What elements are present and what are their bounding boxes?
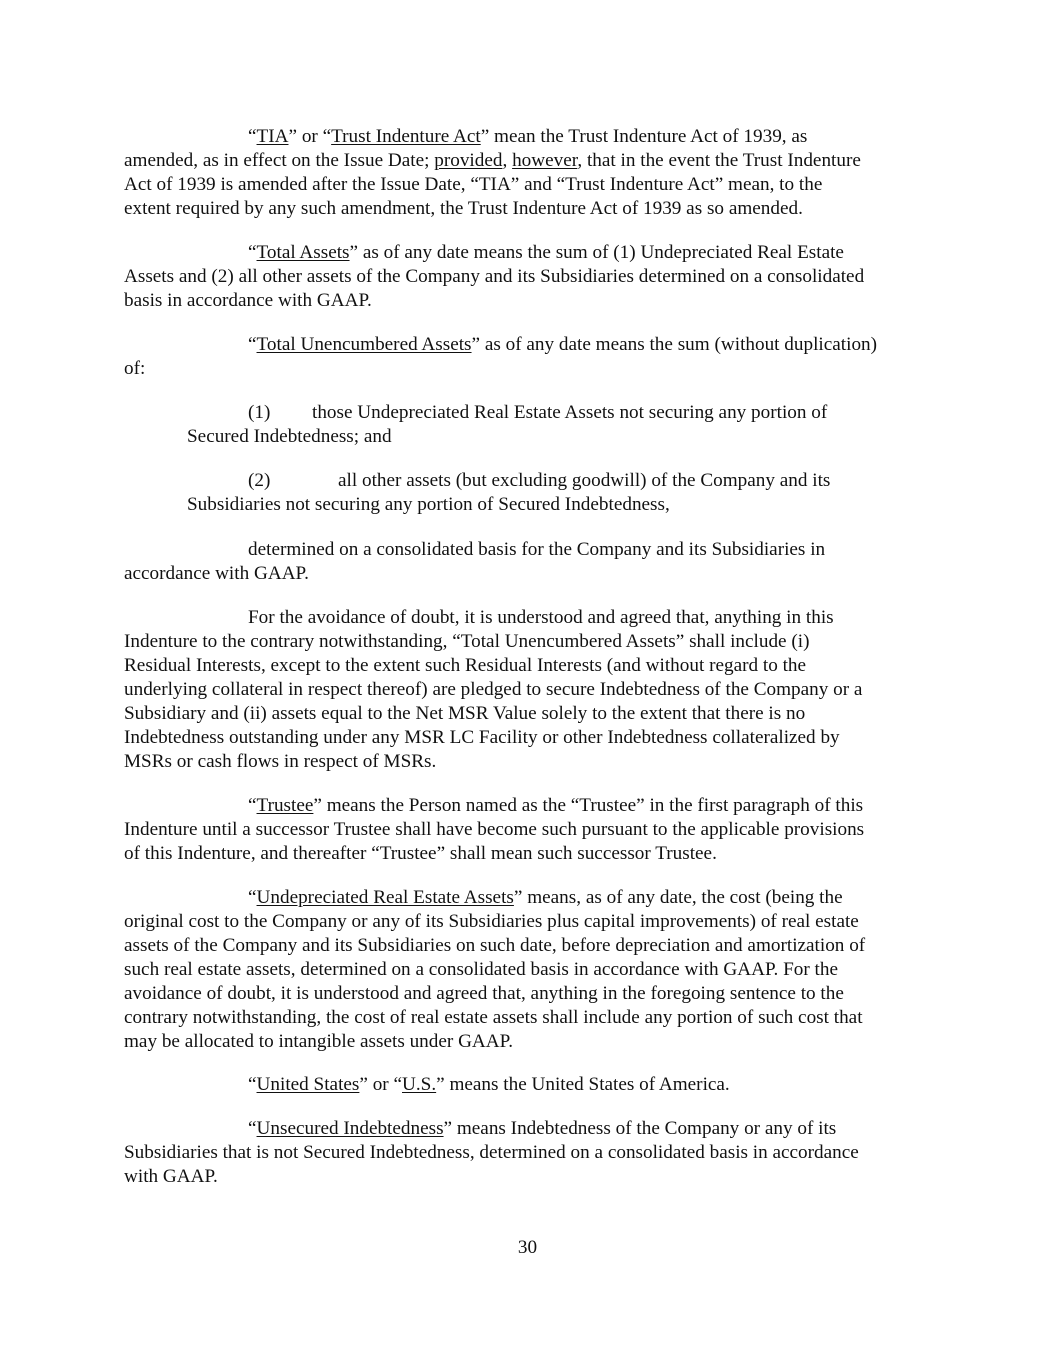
trustee-line-2: Indenture until a successor Trustee shall have become such pursuant to the applicable provisions	[124, 819, 865, 840]
tua-item-1-number: (1)	[248, 402, 271, 423]
term-trust-indenture-act: Trust Indenture Act	[331, 126, 481, 147]
tua-item-1-line-1: those Undepreciated Real Estate Assets not securing any portion of	[312, 402, 828, 423]
avoidance-line-6: Indebtedness outstanding under any MSR LC Facility or other Indebtedness collateralized by	[124, 727, 840, 748]
ui-line-3: with GAAP.	[124, 1166, 218, 1187]
urea-line-4: such real estate assets, determined on a consolidated basis in accordance with GAAP. For the	[124, 959, 838, 980]
avoidance-line-1: For the avoidance of doubt, it is understood and agreed that, anything in this	[248, 607, 834, 628]
tia-line-4: extent required by any such amendment, the Trust Indenture Act of 1939 as so amended.	[124, 198, 803, 219]
avoidance-line-7: MSRs or cash flows in respect of MSRs.	[124, 751, 437, 772]
term-tia: TIA	[256, 126, 289, 147]
total-assets-line-3: basis in accordance with GAAP.	[124, 290, 372, 311]
tia-line-2: amended, as in effect on the Issue Date; provided, however, that in the event the Trust Indenture	[124, 150, 861, 171]
tia-line-3: Act of 1939 is amended after the Issue Date, “TIA” and “Trust Indenture Act” mean, to the	[124, 174, 823, 195]
term-us: U.S.	[402, 1074, 437, 1095]
avoidance-line-2: Indenture to the contrary notwithstanding, “Total Unencumbered Assets” shall include (i)	[124, 631, 810, 652]
term-undepreciated-real-estate-assets: Undepreciated Real Estate Assets	[256, 887, 514, 908]
page-number: 30	[517, 1237, 538, 1258]
ui-line-2: Subsidiaries that is not Secured Indebtedness, determined on a consolidated basis in accordance	[124, 1142, 859, 1163]
tua-line-2: of:	[124, 358, 146, 379]
tua-item-1-line-2: Secured Indebtedness; and	[187, 426, 392, 447]
avoidance-line-4: underlying collateral in respect thereof) are pledged to secure Indebtedness of the Company or a	[124, 679, 863, 700]
avoidance-line-3: Residual Interests, except to the extent such Residual Interests (and without regard to the	[124, 655, 807, 676]
avoidance-line-5: Subsidiary and (ii) assets equal to the Net MSR Value solely to the extent that there is no	[124, 703, 806, 724]
urea-line-1: “Undepreciated Real Estate Assets” means, as of any date, the cost (being the	[248, 887, 843, 908]
term-unsecured-indebtedness: Unsecured Indebtedness	[256, 1118, 444, 1139]
trustee-line-1: “Trustee” means the Person named as the “Trustee” in the first paragraph of this	[248, 795, 864, 816]
tua-item-2-line-1: all other assets (but excluding goodwill) of the Company and its	[338, 470, 831, 491]
tua-item-2-number: (2)	[248, 470, 271, 491]
us-line-1: “United States” or “U.S.” means the United States of America.	[248, 1074, 730, 1095]
urea-line-6: contrary notwithstanding, the cost of real estate assets shall include any portion of such cost that	[124, 1007, 863, 1028]
term-united-states: United States	[256, 1074, 360, 1095]
ui-line-1: “Unsecured Indebtedness” means Indebtedness of the Company or any of its	[248, 1118, 837, 1139]
urea-line-2: original cost to the Company or any of its Subsidiaries plus capital improvements) of real estate	[124, 911, 859, 932]
trustee-line-3: of this Indenture, and thereafter “Trustee” shall mean such successor Trustee.	[124, 843, 717, 864]
urea-line-7: may be allocated to intangible assets under GAAP.	[124, 1031, 513, 1052]
urea-line-5: avoidance of doubt, it is understood and agreed that, anything in the foregoing sentence to the	[124, 983, 844, 1004]
tia-line-1: “TIA” or “Trust Indenture Act” mean the Trust Indenture Act of 1939, as	[248, 126, 808, 147]
term-total-unencumbered-assets: Total Unencumbered Assets	[256, 334, 472, 355]
tua-tail-line-2: accordance with GAAP.	[124, 563, 309, 584]
total-assets-line-2: Assets and (2) all other assets of the Company and its Subsidiaries determined on a consolidated	[124, 266, 865, 287]
term-total-assets: Total Assets	[256, 242, 350, 263]
tua-item-2-line-2: Subsidiaries not securing any portion of Secured Indebtedness,	[187, 494, 670, 515]
urea-line-3: assets of the Company and its Subsidiaries on such date, before depreciation and amortization of	[124, 935, 866, 956]
term-trustee: Trustee	[256, 795, 314, 816]
tua-tail-line-1: determined on a consolidated basis for the Company and its Subsidiaries in	[248, 539, 826, 560]
tua-line-1: “Total Unencumbered Assets” as of any date means the sum (without duplication)	[248, 334, 878, 355]
total-assets-line-1: “Total Assets” as of any date means the sum of (1) Undepreciated Real Estate	[248, 242, 844, 263]
